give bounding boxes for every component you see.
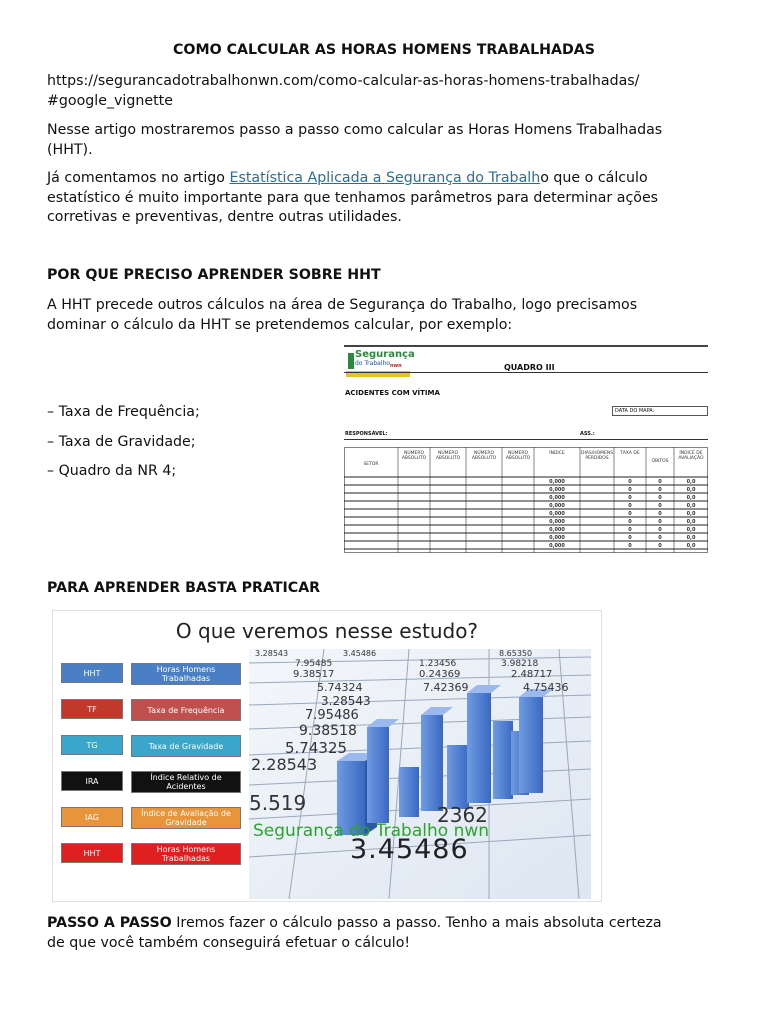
- sheet-cell: 0: [658, 487, 662, 493]
- intro-line-1: Nesse artigo mostraremos passo a passo como calcular as Horas Homens Trabalhadas: [47, 122, 663, 138]
- topic-abbreviation: TF: [61, 699, 123, 719]
- acidentes-label: ACIDENTES COM VÍTIMA: [345, 389, 440, 397]
- header-setor: SETOR: [363, 462, 379, 467]
- number-text: 1.23456: [419, 659, 457, 669]
- topic-description: Taxa de Frequência: [131, 699, 241, 721]
- article-link[interactable]: Estatística Aplicada a Segurança do Trabalh: [229, 170, 541, 186]
- topic-abbreviation: IAG: [61, 807, 123, 827]
- sheet-cell: 0,000: [549, 519, 565, 525]
- number-text: 7.95486: [305, 708, 359, 723]
- sheet-cell: 0,0: [686, 487, 696, 493]
- sheet-cell: 0: [658, 519, 662, 525]
- p2-prefix: Já comentamos no artigo: [47, 170, 230, 186]
- source-url[interactable]: [47, 72, 727, 111]
- p2-after-link: o que o cálculo: [540, 170, 648, 186]
- sheet-cell: 0,000: [549, 511, 565, 517]
- sheet-cell: 0,0: [686, 519, 696, 525]
- header-col-3: NÚMERO ABSOLUTO: [435, 451, 461, 461]
- responsavel-label: RESPONSÁVEL:: [345, 431, 388, 437]
- topic-abbreviation: TG: [61, 735, 123, 755]
- sheet-cell: 0,000: [549, 535, 565, 541]
- sheet-cell: 0: [658, 503, 662, 509]
- topic-abbreviation: IRA: [61, 771, 123, 791]
- topic-description: Horas Homens Trabalhadas: [131, 663, 241, 685]
- heading-practice: PARA APRENDER BASTA PRATICAR: [47, 580, 321, 596]
- sheet-cell: 0,000: [549, 503, 565, 509]
- step-bold-label: PASSO A PASSO: [47, 915, 172, 931]
- why-paragraph: [47, 296, 727, 335]
- step-text: Iremos fazer o cálculo passo a passo. Tenho a mais absoluta certeza: [171, 915, 662, 931]
- sheet-cell: 0,0: [686, 535, 696, 541]
- header-taxa: TAXA DE: [620, 451, 640, 456]
- why-line-1: A HHT precede outros cálculos na área de Segurança do Trabalho, logo precisamos: [47, 297, 638, 313]
- topic-description: Taxa de Gravidade: [131, 735, 241, 757]
- logo-line-1: Segurança: [355, 349, 415, 360]
- why-line-2: dominar o cálculo da HHT se pretendemos calcular, por exemplo:: [47, 316, 513, 333]
- sheet-cell: 0: [628, 495, 632, 501]
- header-col-5: NÚMERO ABSOLUTO: [505, 451, 531, 461]
- p2-line-3: corretivas e preventivas, dentre outras utilidades.: [47, 209, 402, 225]
- sheet-cell: 0: [628, 519, 632, 525]
- sheet-cell: 0,000: [549, 487, 565, 493]
- sheet-cell: 0: [658, 535, 662, 541]
- sheet-cell: 0,0: [686, 503, 696, 509]
- sheet-rule: [344, 372, 708, 373]
- number-text: 8.65350: [499, 649, 533, 658]
- number-text: 7.42369: [423, 681, 469, 694]
- sheet-cell: 0,000: [549, 479, 565, 485]
- big-number-text: 3.45486: [350, 834, 469, 865]
- data-mapa-label: DATA DO MAPA:: [612, 406, 708, 416]
- article-reference-paragraph: [47, 169, 727, 228]
- sheet-cell: 0,000: [549, 527, 565, 533]
- course-title: O que veremos nesse estudo?: [175, 619, 479, 643]
- number-text: 3.45486: [343, 649, 377, 658]
- number-text: 2.28543: [251, 755, 318, 774]
- sheet-cell: 0: [628, 503, 632, 509]
- sheet-cell: 0: [628, 527, 632, 533]
- header-obitos: ÓBITOS: [651, 459, 669, 464]
- heading-why-hht: POR QUE PRECISO APRENDER SOBRE HHT: [47, 267, 381, 283]
- topic-abbreviation: HHT: [61, 843, 123, 863]
- sheet-cell: 0: [658, 543, 662, 549]
- topic-description: Horas Homens Trabalhadas: [131, 843, 241, 865]
- topic-description: Índice de Avaliação de Gravidade: [131, 807, 241, 829]
- header-indice-avaliacao: ÍNDICE DE AVALIAÇÃO: [678, 451, 704, 461]
- number-text: 0.24369: [419, 669, 461, 680]
- sheet-cell: 0: [658, 527, 662, 533]
- document-title: COMO CALCULAR AS HORAS HOMENS TRABALHADAS: [173, 42, 595, 58]
- sheet-rule: [344, 439, 708, 440]
- p2-line-2: estatístico é muito importante para que tenhamos parâmetros para determinar ações: [47, 189, 659, 206]
- list-item-taxa-gravidade: – Taxa de Gravidade;: [47, 434, 196, 450]
- sheet-cell: 0: [658, 479, 662, 485]
- url-line-1[interactable]: https://segurancadotrabalhonwn.com/como-calcular-as-horas-homens-trabalhadas/: [47, 73, 640, 89]
- header-indice: ÍNDICE: [549, 451, 565, 456]
- topic-abbreviation: HHT: [61, 663, 123, 683]
- step-line-2: de que você também conseguirá efetuar o cálculo!: [47, 934, 411, 951]
- sheet-cell: 0,000: [549, 543, 565, 549]
- header-col-4: NÚMERO ABSOLUTO: [471, 451, 497, 461]
- sheet-cell: 0: [628, 487, 632, 493]
- course-overview-image: [52, 610, 602, 902]
- sheet-cell: 0,0: [686, 543, 696, 549]
- step-by-step-paragraph: [47, 914, 727, 953]
- number-text: 4.75436: [523, 681, 569, 694]
- number-text: 3.28543: [255, 649, 289, 658]
- number-text: 9.38518: [299, 723, 357, 739]
- quadro-iii-spreadsheet-image: [344, 345, 708, 553]
- logo-line-3: nwn: [390, 363, 402, 369]
- number-text: 2.48717: [511, 669, 553, 680]
- sheet-cell: 0,0: [686, 527, 696, 533]
- topic-description: Índice Relativo de Acidentes: [131, 771, 241, 793]
- quadro-title: QUADRO III: [504, 363, 555, 372]
- ass-label: ASS.:: [580, 431, 595, 437]
- brand-text: Segurança do Trabalho nwn: [253, 821, 490, 841]
- sheet-cell: 0,0: [686, 479, 696, 485]
- number-text: 3.98218: [501, 659, 539, 669]
- list-item-quadro-nr4: – Quadro da NR 4;: [47, 463, 177, 479]
- sheet-cell: 0,000: [549, 495, 565, 501]
- header-dias-homens: DIAS/HOMENS PERDIDOS: [581, 451, 614, 461]
- sheet-cell: 0: [628, 543, 632, 549]
- list-item-taxa-frequencia: – Taxa de Frequência;: [47, 404, 200, 420]
- logo-line-2: do Trabalho: [355, 360, 390, 367]
- number-text: 7.95485: [295, 659, 333, 669]
- header-col-2: NÚMERO ABSOLUTO: [401, 451, 427, 461]
- sheet-cell: 0: [628, 535, 632, 541]
- number-text: 5.74325: [285, 739, 348, 757]
- sheet-cell: 0: [658, 511, 662, 517]
- number-text: 5.74324: [317, 681, 363, 694]
- intro-paragraph: [47, 121, 727, 160]
- sheet-cell: 0,0: [686, 495, 696, 501]
- url-line-2[interactable]: #google_vignette: [47, 92, 173, 109]
- sheet-cell: 0: [658, 495, 662, 501]
- number-text: 5.519: [249, 791, 307, 815]
- sheet-cell: 0: [628, 479, 632, 485]
- number-text: 9.38517: [293, 669, 335, 680]
- sheet-cell: 0: [628, 511, 632, 517]
- intro-line-2: (HHT).: [47, 141, 93, 158]
- number-text: 2362: [437, 803, 488, 827]
- sheet-cell: 0,0: [686, 511, 696, 517]
- number-text: 3.28543: [321, 694, 371, 708]
